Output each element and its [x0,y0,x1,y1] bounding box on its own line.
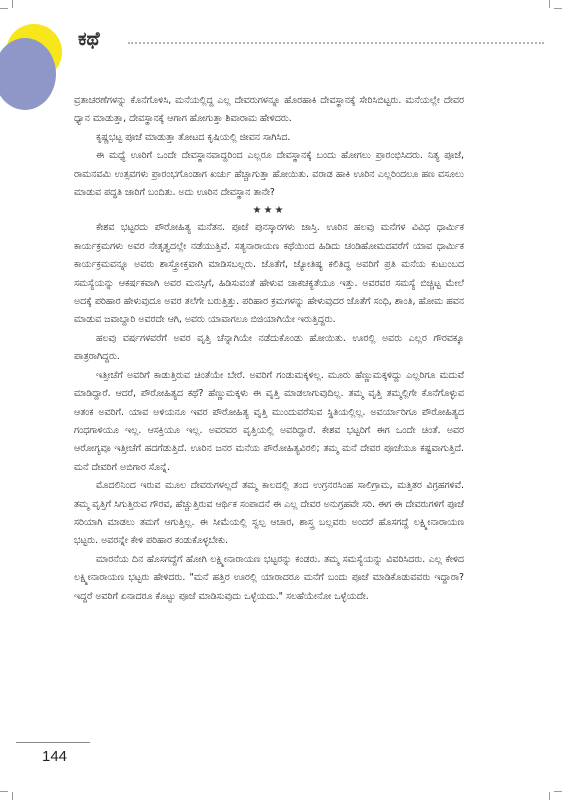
paragraph: ಕೇಶವ ಭಟ್ಟರದು ಪೌರೋಹಿತ್ಯ ಮನೆತನ. ಪೂಜೆ ಪುನಸ್ಕಾರಗಳು ಜಾಸ್ತಿ. ಊರಿನ ಹಲವು ಮನೆಗಳ ವಿವಿಧ ಧಾರ್ಮಿಕ ಕಾರ್ಯಕ್ರಮಗಳು ಅವರ ನೇತೃತ್ವದಲ್ಲೇ ನಡೆಯುತ್ತಿವೆ. ಸತ್ಯನಾರಾಯಣ ಕಥೆಯಿಂದ ಹಿಡಿದು ಚಂಡಿಹೋಮದವರೆಗೆ ಯಾವ ಧಾರ್ಮಿಕ ಕಾರ್ಯಕ್ರಮವನ್ನೂ ಅವರು ಶಾಸ್ತ್ರೋಕ್ತವಾಗಿ ಮಾಡಿಸಬಲ್ಲರು. ಜೊತೆಗೆ, ಜ್ಯೋತಿಷ್ಯ ಕಲಿತಿದ್ದ ಅವರಿಗೆ ಪ್ರತಿ ಮನೆಯ ಕುಟುಂಬದ ಸಮಸ್ಯೆಯನ್ನು ಆಕರ್ಷಕವಾಗಿ ಅವರ ಮನಸ್ಸಿಗೆ, ಹಿಡಿಸುವಂತೆ ಹೇಳುವ ಚಾಕಚಕ್ಯತೆಯೂ ಇತ್ತು. ಅವರವರ ಸಮಸ್ಯೆ ಬಿಚ್ಚಿಟ್ಟ ಮೇಲೆ ಅದಕ್ಕೆ ಪರಿಹಾರ ಹೇಳುವುದೂ ಅವರ ತಲೆಗೇ ಬರುತ್ತಿತ್ತು. ಪರಿಹಾರ ಕ್ರಮಗಳನ್ನು ಹೇಳುವುದರ ಜೊತೆಗೆ ಸಂಧಿ, ಶಾಂತಿ, ಹೋಮ ಹವನ ಮಾಡುವ ಜವಾಬ್ದಾರಿ ಅವರದೇ ಆಗಿ, ಅವರು ಯಾವಾಗಲೂ ಬಿಜಿಯಾಗಿಯೇ ಇರುತ್ತಿದ್ದರು. [74,222,464,326]
crop-mark-top-left-v [12,0,13,8]
crop-mark-top-left-h [0,8,8,9]
crop-mark-bottom-left-v [12,792,13,800]
header-dotted-rule [128,42,544,44]
crop-mark-top-right-v [549,0,550,8]
page-number-rule [16,742,90,743]
section-title: ಕಥೆ [78,28,100,50]
crop-mark-bottom-left-h [0,791,8,792]
paragraph: ಕೃಷ್ಣಭಟ್ಟ ಪೂಜೆ ಮಾಡುತ್ತಾ ತೋಟದ ಕೃಷಿಯಲ್ಲಿ ಜೀವನ ಸಾಗಿಸಿದ. [96,131,291,143]
section-separator: ★★★ [252,205,286,217]
paragraph: ವ್ರತಾಚರಣೆಗಳನ್ನು ಕೊನೆಗೊಳಿಸಿ, ಮನೆಯಲ್ಲಿದ್ದ ಎಲ್ಲ ದೇವರುಗಳನ್ನೂ ಹೊರಹಾಕಿ ದೇವಸ್ಥಾನಕ್ಕೆ ಸೇರಿಸಿಬಿಟ್ಟರು. ಮನೆಯಲ್ಲೇ ದೇವರ ಧ್ಯಾನ ಮಾಡುತ್ತಾ, ದೇವಸ್ಥಾನಕ್ಕೆ ಆಗಾಗ ಹೋಗುತ್ತಾ ಶಿವಾರಾಮ ಹೇಳಿದರು. [74,95,464,125]
paragraph: ಈ ಮಧ್ಯೆ ಊರಿಗೆ ಒಂದೇ ದೇವಸ್ಥಾನವಾದ್ದರಿಂದ ಎಲ್ಲರೂ ದೇವಸ್ಥಾನಕ್ಕೆ ಬಂದು ಹೋಗಲು ಪ್ರಾರಂಭಿಸಿದರು. ನಿತ್ಯ ಪೂಜೆ, ರಾಮನವಮಿ ಉತ್ಸವಗಳು ಪ್ರಾರಂಭಗೊಂಡಾಗ ಖರ್ಚು ಹೆಚ್ಚಾಗುತ್ತಾ ಹೋಯಿತು. ವರಾಡ ಹಾಕಿ ಊರಿನ ಎಲ್ಲರಿಂದಲೂ ಹಣ ವಸೂಲು ಮಾಡುವ ಪದ್ಧತಿ ಜಾರಿಗೆ ಬಂದಿತು. ಅದು ಊರಿನ ದೇವಸ್ಥಾನ ತಾನೇ? [74,150,464,199]
paragraph: ಹಲವು ವರ್ಷಗಳವರೆಗೆ ಅವರ ವೃತ್ತಿ ಚೆನ್ನಾಗಿಯೇ ನಡೆದುಕೊಂಡು ಹೋಯಿತು. ಊರಲ್ಲಿ ಅವರು ಎಲ್ಲರ ಗೌರವಕ್ಕೂ ಪಾತ್ರರಾಗಿದ್ದರು. [74,332,464,363]
paragraph: ಇತ್ತೀಚೆಗೆ ಅವರಿಗೆ ಕಾಡುತ್ತಿರುವ ಚಿಂತೆಯೇ ಬೇರೆ. ಅವರಿಗೆ ಗಂಡುಮಕ್ಕಳಿಲ್ಲ. ಮೂರು ಹೆಣ್ಣುಮಕ್ಕಳಿದ್ದು ಎಲ್ಲರಿಗೂ ಮದುವೆ ಮಾಡಿದ್ದಾರೆ. ಆದರೆ, ಪೌರೋಹಿತ್ಯದ ಕಥೆ? ಹೆಣ್ಣುಮಕ್ಕಳು ಈ ವೃತ್ತಿ ಮಾಡಲಾಗುವುದಿಲ್ಲ. ತಮ್ಮ ವೃತ್ತಿ ತಮ್ಮಲ್ಲಿಗೇ ಕೊನೆಗೊಳ್ಳುವ ಆತಂಕ ಅವರಿಗೆ. ಯಾವ ಅಳಿಯನೂ ಇವರ ಪೌರೋಹಿತ್ಯ ವೃತ್ತಿ ಮುಂದುವರೆಸುವ ಸ್ಥಿತಿಯಲ್ಲಿಲ್ಲ. ಅವರ್ಯಾರಿಗೂ ಪೌರೋಹಿತ್ಯದ ಗಂಧಗಾಳಿಯೂ ಇಲ್ಲ. ಆಸಕ್ತಿಯೂ ಇಲ್ಲ. ಅವರವರ ವೃತ್ತಿಯಲ್ಲಿ ಅವರಿದ್ದಾರೆ. ಕೇಶವ ಭಟ್ಟರಿಗೆ ಈಗ ಒಂದೇ ಚಿಂತೆ. ಅವರ ಆರೋಗ್ಯವೂ ಇತ್ತೀಚೆಗೆ ಹದಗೆಡುತ್ತಿದೆ. ಊರಿನ ಜನರ ಮನೆಯ ಪೌರೋಹಿತ್ಯವಿರಲಿ; ತಮ್ಮ ಮನೆ ದೇವರ ಪೂಜೆಯೂ ಕಷ್ಟವಾಗುತ್ತಿದೆ. ಮನೆ ದೇವರಿಗೆ ಅಬಿಗಾರ ಸೊನ್ನೆ. [74,369,464,473]
paragraph: ಮಾರನೆಯ ದಿನ ಹೊಸಗದ್ದೆಗೆ ಹೋಗಿ ಲಕ್ಷ್ಮೀನಾರಾಯಣ ಭಟ್ಟರನ್ನು ಕಂಡರು. ತಮ್ಮ ಸಮಸ್ಯೆಯನ್ನು ವಿವರಿಸಿದರು. ಎಲ್ಲ ಕೇಳಿದ ಲಕ್ಷ್ಮೀನಾರಾಯಣ ಭಟ್ಟರು ಹೇಳಿದರು. "ಮನೆ ಹತ್ತಿರ ಊರಲ್ಲಿ ಯಾರಾದರೂ ಮನೆಗೆ ಬಂದು ಪೂಜೆ ಮಾಡಿಕೊಡುವವರು ಇದ್ದಾರಾ? ಇದ್ದರೆ ಅವರಿಗೆ ಏನಾದರೂ ಕೊಟ್ಟು ಪೂಜೆ ಮಾಡಿಸುವುದು ಒಳ್ಳೆಯದು." ಸಲಹೆಯೇನೋ ಒಳ್ಳೆಯದೇ. [74,553,464,602]
page-number: 144 [42,748,68,765]
crop-mark-bottom-right-v [549,792,550,800]
crop-mark-bottom-right-h [554,791,562,792]
story-body [74,92,464,606]
crop-mark-top-right-h [554,8,562,9]
decorative-blue-circle [0,38,56,110]
paragraph: ಮೊದಲಿನಿಂದ ಇರುವ ಮೂಲ ದೇವರುಗಳಲ್ಲದೆ ತಮ್ಮ ಕಾಲದಲ್ಲಿ ತಂದ ಉಗ್ರನರಸಿಂಹ ಸಾಲಿಗ್ರಾಮ, ಮತ್ತಿತರ ವಿಗ್ರಹಗಳಿವೆ. ತಮ್ಮ ವೃತ್ತಿಗೆ ಸಿಗುತ್ತಿರುವ ಗೌರವ, ಹೆಚ್ಚುತ್ತಿರುವ ಆರ್ಥಿಕ ಸಂಪಾದನೆ ಈ ಎಲ್ಲ ದೇವರ ಅನುಗ್ರಹವೇ ಸರಿ. ಈಗ ಈ ದೇವರುಗಳಿಗೆ ಪೂಜೆ ಸರಿಯಾಗಿ ಮಾಡಲು ತಮಗೆ ಆಗುತ್ತಿಲ್ಲ. ಈ ಸೀಮೆಯಲ್ಲಿ ಸ್ವಲ್ಪ ಆಚಾರ, ಶಾಸ್ತ್ರ ಬಲ್ಲವರು ಅಂದರೆ ಹೊಸಗದ್ದೆ ಲಕ್ಷ್ಮೀನಾರಾಯಣ ಭಟ್ಟರು. ಅವರನ್ನೇ ಕೇಳಿ ಪರಿಹಾರ ಕಂಡುಕೊಳ್ಳಬೇಕು. [74,480,464,547]
